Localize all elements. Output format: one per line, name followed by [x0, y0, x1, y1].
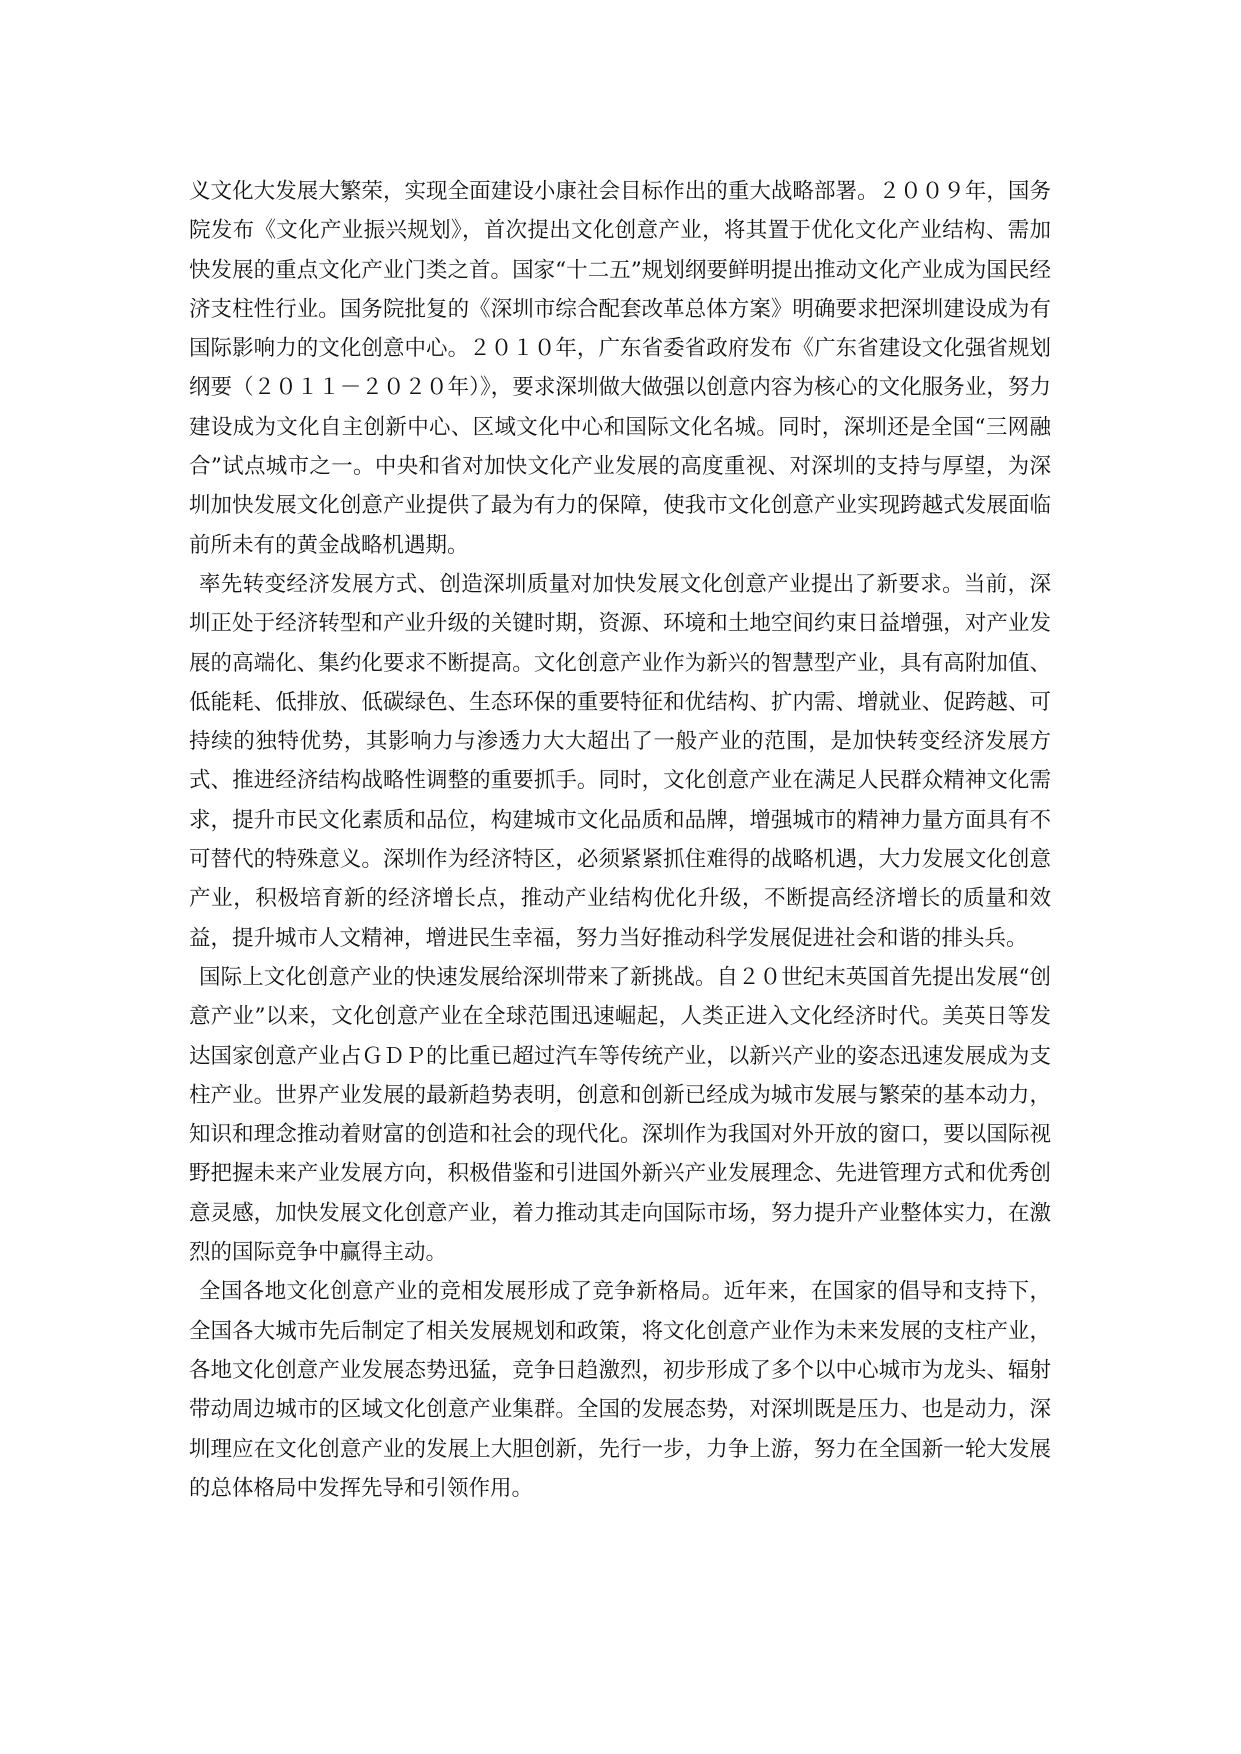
paragraph-3: 国际上文化创意产业的快速发展给深圳带来了新挑战。自２０世纪末英国首先提出发展“创意产业”以来，文化创意产业在全球范围迅速崛起，人类正进入文化经济时代。美英日等发达国家创意产业占ＧＤＰ的比重已超过汽车等传统产业，以新兴产业的姿态迅速发展成为支柱产业。世界产业发展的最新趋势表明，创意和创新已经成为城市发展与繁荣的基本动力，知识和理念推动着财富的创造和社会的现代化。深圳作为我国对外开放的窗口，要以国际视野把握未来产业发展方向，积极借鉴和引进国外新兴产业发展理念、先进管理方式和优秀创意灵感，加快发展文化创意产业，着力推动其走向国际市场，努力提升产业整体实力，在激烈的国际竞争中赢得主动。: [189, 964, 1051, 1266]
paragraph-2: 率先转变经济发展方式、创造深圳质量对加快发展文化创意产业提出了新要求。当前，深圳正处于经济转型和产业升级的关键时期，资源、环境和土地空间约束日益增强，对产业发展的高端化、集约化要求不断提高。文化创意产业作为新兴的智慧型产业，具有高附加值、低能耗、低排放、低碳绿色、生态环保的重要特征和优结构、扩内需、增就业、促跨越、可持续的独特优势，其影响力与渗透力大大超出了一般产业的范围，是加快转变经济发展方式、推进经济结构战略性调整的重要抓手。同时，文化创意产业在满足人民群众精神文化需求，提升市民文化素质和品位，构建城市文化品质和品牌，增强城市的精神力量方面具有不可替代的特殊意义。深圳作为经济特区，必须紧紧抓住难得的战略机遇，大力发展文化创意产业，积极培育新的经济增长点，推动产业结构优化升级，不断提高经济增长的质量和效益，提升城市人文精神，增进民生幸福，努力当好推动科学发展促进社会和谐的排头兵。: [189, 571, 1051, 951]
paragraph-4: 全国各地文化创意产业的竞相发展形成了竞争新格局。近年来，在国家的倡导和支持下，全国各大城市先后制定了相关发展规划和政策，将文化创意产业作为未来发展的支柱产业，各地文化创意产业发展态势迅猛，竞争日趋激烈，初步形成了多个以中心城市为龙头、辐射带动周边城市的区域文化创意产业集群。全国的发展态势，对深圳既是压力、也是动力，深圳理应在文化创意产业的发展上大胆创新，先行一步，力争上游，努力在全国新一轮大发展的总体格局中发挥先导和引领作用。: [189, 1279, 1051, 1501]
document-body: [189, 172, 1051, 1508]
paragraph-1: 义文化大发展大繁荣，实现全面建设小康社会目标作出的重大战略部署。２００９年，国务院发布《文化产业振兴规划》，首次提出文化创意产业，将其置于优化文化产业结构、需加快发展的重点文化产业门类之首。国家“十二五”规划纲要鲜明提出推动文化产业成为国民经济支柱性行业。国务院批复的《深圳市综合配套改革总体方案》明确要求把深圳建设成为有国际影响力的文化创意中心。２０１０年，广东省委省政府发布《广东省建设文化强省规划纲要（２０１１－２０２０年）》，要求深圳做大做强以创意内容为核心的文化服务业，努力建设成为文化自主创新中心、区域文化中心和国际文化名城。同时，深圳还是全国“三网融合”试点城市之一。中央和省对加快文化产业发展的高度重视、对深圳的支持与厚望，为深圳加快发展文化创意产业提供了最为有力的保障，使我市文化创意产业实现跨越式发展面临前所未有的黄金战略机遇期。: [189, 179, 1051, 558]
